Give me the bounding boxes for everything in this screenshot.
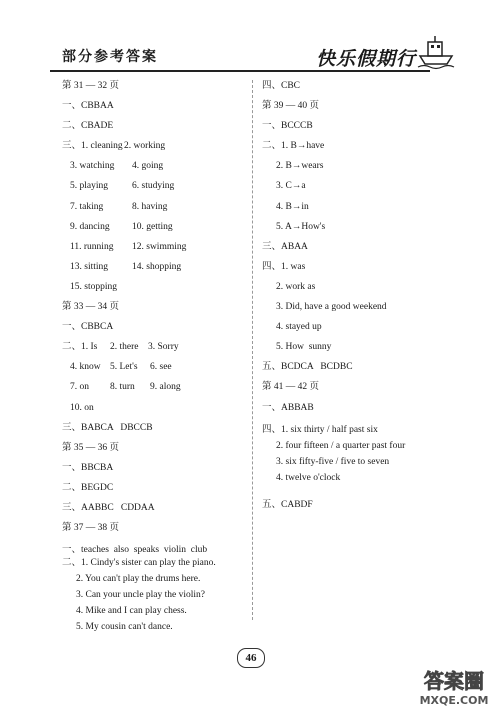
answer-line: 三、ABAA	[262, 241, 308, 252]
answer-item: 14. shopping	[132, 261, 182, 272]
answer-line: 4. B→in	[276, 201, 309, 212]
section-heading: 第 35 — 36 页	[62, 442, 120, 453]
page-number: 46	[237, 648, 265, 668]
answer-line: 4. stayed up	[276, 322, 322, 333]
watermark-logo	[412, 664, 496, 708]
header-subtitle: 部分参考答案	[62, 49, 158, 65]
answer-line: 2. four fifteen / a quarter past four	[276, 440, 406, 451]
answer-item: 7. on	[70, 382, 89, 393]
answer-item: 13. sitting	[70, 261, 109, 272]
answer-line: 2. You can't play the drums here.	[76, 574, 201, 585]
answer-item: 3. Sorry	[148, 342, 179, 353]
answer-line: 一、CBBAA	[62, 101, 114, 112]
answer-line: 3. Did, have a good weekend	[276, 302, 387, 313]
answer-item: 2. there	[110, 342, 139, 353]
section-heading: 第 31 — 32 页	[62, 81, 120, 91]
answer-item: 5. Let's	[110, 362, 138, 373]
answer-item: 12. swimming	[132, 241, 187, 252]
column-divider	[252, 80, 253, 620]
answer-line: 五、BCDCA BCDBC	[262, 362, 353, 373]
answer-line: 3. C→a	[276, 181, 306, 192]
section-heading: 第 39 — 40 页	[262, 101, 320, 112]
answer-line: 一、teaches also speaks violin club	[62, 545, 208, 556]
answer-line: 2. work as	[276, 281, 316, 292]
answer-item: 4. know	[70, 362, 101, 373]
header-brand-title: 快乐假期行	[316, 48, 417, 70]
answer-line	[62, 156, 247, 176]
answer-line	[62, 337, 247, 357]
answer-line	[62, 377, 247, 397]
answer-line: 3. Can your uncle play the violin?	[76, 590, 206, 601]
answer-item: 6. studying	[132, 181, 175, 192]
answer-line: 一、BBCBA	[62, 462, 114, 473]
answer-item: 9. along	[150, 382, 181, 393]
answer-line	[62, 197, 247, 217]
answer-item: 9. dancing	[70, 221, 110, 232]
answer-line: 5. A→How's	[276, 221, 326, 232]
answer-item: 3. watching	[70, 161, 115, 172]
answer-line: 一、BCCCB	[262, 121, 313, 132]
answer-line: 四、1. was	[262, 261, 306, 272]
answer-line: 二、1. B→have	[262, 141, 325, 152]
answer-line: 2. B→wears	[276, 161, 324, 172]
section-heading: 第 41 — 42 页	[262, 382, 320, 393]
answer-line	[62, 176, 247, 196]
answer-item: 8. having	[132, 201, 168, 212]
answer-line: 一、CBBCA	[62, 322, 114, 333]
answer-item: 8. turn	[110, 382, 135, 393]
watermark-logo-text: 答案圈	[424, 669, 484, 693]
answer-item: 5. playing	[70, 181, 108, 192]
answer-column-right	[262, 76, 462, 515]
page-header	[40, 40, 460, 76]
section-heading: 第 33 — 34 页	[62, 302, 120, 313]
answer-item: 10. getting	[132, 221, 173, 232]
answer-line: 三、BABCA DBCCB	[62, 422, 153, 433]
answer-line	[62, 237, 247, 257]
answer-item: 三、1. cleaning	[62, 141, 123, 152]
answer-line	[62, 136, 247, 156]
answer-item: 4. going	[132, 161, 164, 172]
answer-line: 三、AABBC CDDAA	[62, 502, 155, 513]
ship-icon	[416, 34, 456, 70]
answer-line: 5. My cousin can't dance.	[76, 622, 173, 633]
answer-item: 2. working	[124, 141, 166, 152]
watermark-url: MXQE.COM	[419, 694, 489, 707]
answer-line	[62, 357, 247, 377]
answer-line: 二、1. Cindy's sister can play the piano.	[62, 558, 216, 569]
answer-line: 3. six fifty-five / five to seven	[276, 456, 390, 467]
answer-item: 11. running	[70, 241, 114, 252]
answer-line: 二、CBADE	[62, 121, 114, 132]
answer-column-left	[62, 76, 247, 634]
answer-line: 二、BEGDC	[62, 482, 114, 493]
answer-line: 10. on	[70, 402, 94, 413]
answer-line: 5. How sunny	[276, 342, 332, 353]
answer-line: 15. stopping	[70, 281, 117, 292]
answer-item: 6. see	[150, 362, 172, 373]
answer-line: 4. Mike and I can play chess.	[76, 606, 187, 617]
answer-line: 四、CBC	[262, 81, 301, 91]
header-rule	[50, 70, 430, 72]
answer-line: 五、CABDF	[262, 499, 313, 510]
answer-line: 4. twelve o'clock	[276, 472, 341, 483]
answer-line: 四、1. six thirty / half past six	[262, 424, 378, 435]
answer-line: 一、ABBAB	[262, 402, 314, 413]
section-heading: 第 37 — 38 页	[62, 523, 120, 534]
answer-item: 7. taking	[70, 201, 104, 212]
answer-line	[62, 257, 247, 277]
answer-item: 二、1. Is	[62, 342, 98, 353]
answer-line	[62, 217, 247, 237]
